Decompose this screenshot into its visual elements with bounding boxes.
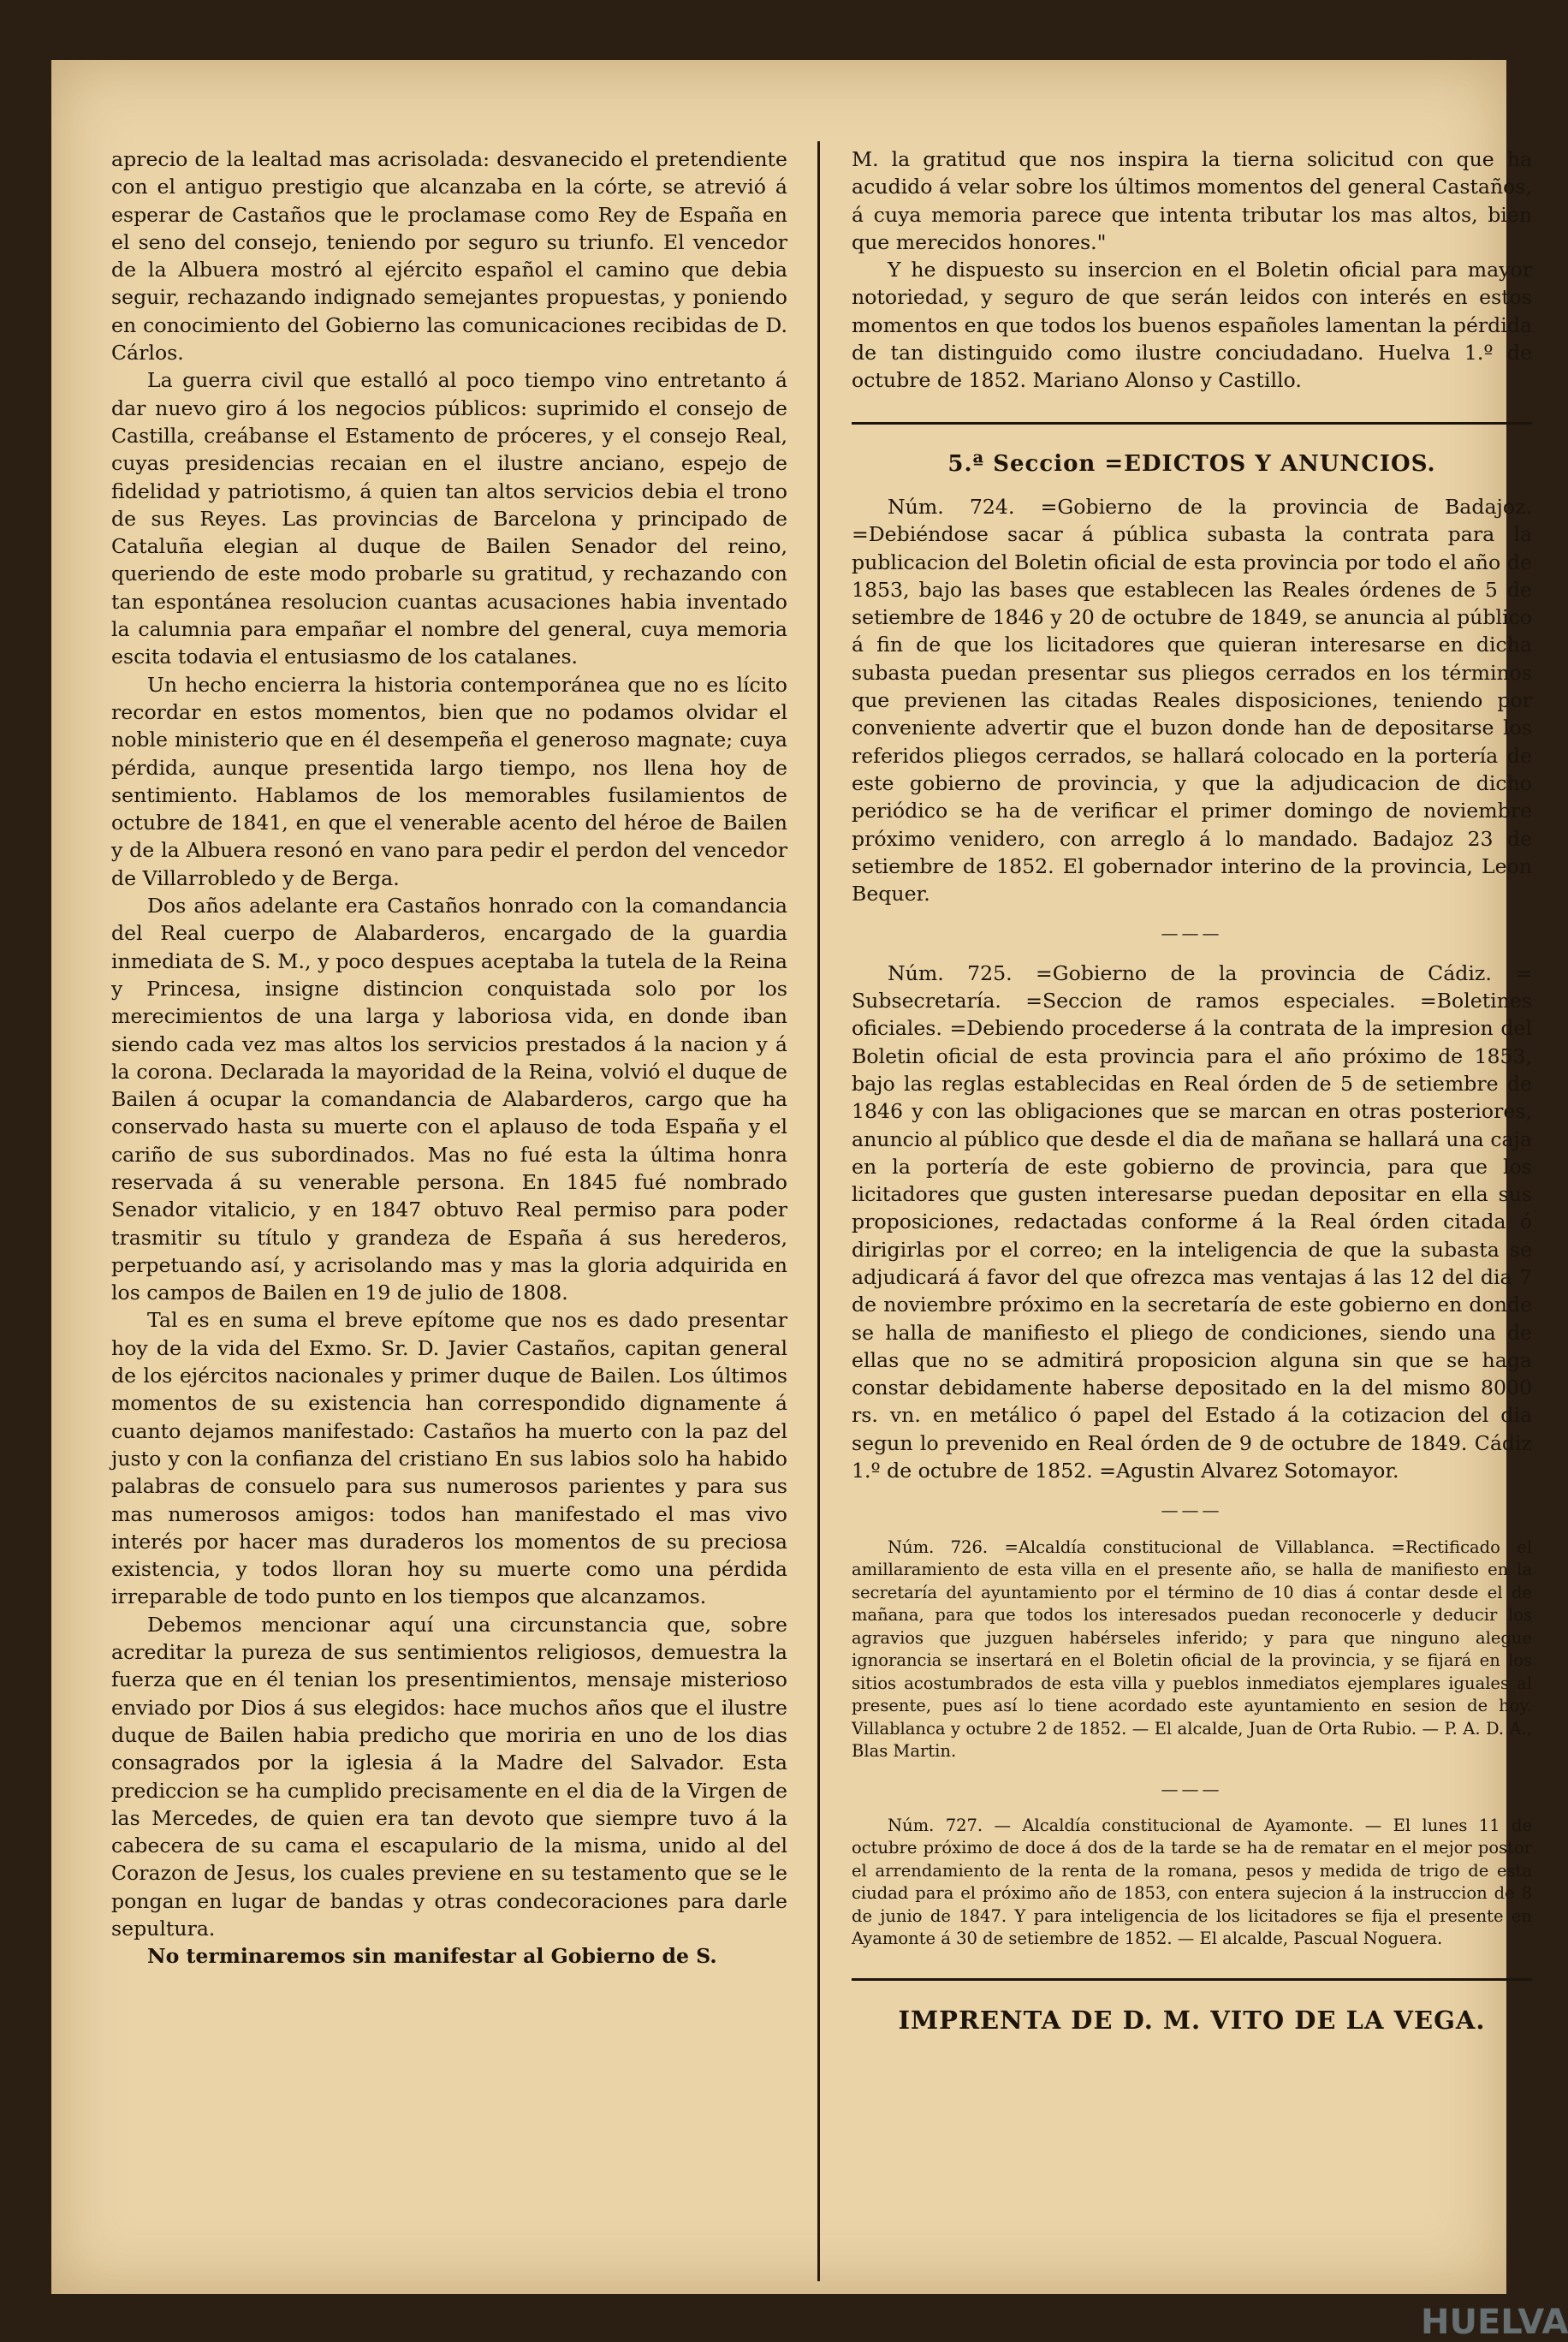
ornament-divider: ——— (1161, 923, 1223, 944)
right-intro-2: Y he dispuesto su insercion en el Boletin oficial para mayor notoriedad, y seguro de que serán leidos con interés en estos momentos en que todos los buenos españoles lamentan la pérdida de tan distinguido como ilustre conciudadano. Huelva 1.º de octubre de 1852. Mariano Alonso y Castillo. (852, 258, 1532, 393)
left-paragraph-2: La guerra civil que estalló al poco tiempo vino entretanto á dar nuevo giro á los negocios públicos: suprimido el consejo de Castilla, creábanse el Estamento de próceres, y el consejo Real, cuyas presidencias recaian en el ilustre anciano, espejo de fidelidad y patriotismo, á quien tan altos servicios debia el trono de sus Reyes. Las provincias de Barcelona y principado de Cataluña elegian al duque de Bailen Senador del reino, queriendo de este modo probarle su gratitud, y rechazando con tan espontánea resolucion cuantas acusaciones habia inventado la calumnia para empañar el nombre del general, cuya memoria escita todavia el entusiasmo de los catalanes. (111, 368, 787, 669)
right-column (852, 146, 1532, 2034)
notice-726: Núm. 726. =Alcaldía constitucional de Villablanca. =Rectificado el amillaramiento de esta villa en el presente año, se halla de manifiesto en la secretaría del ayuntamiento por el término de 10 dias á contar desde el de mañana, para que todos los interesados puedan reconocerle y deducir los agravios que juzguen habérseles inferido; y para que ninguno alegue ignorancia se insertará en el Boletin oficial de la provincia, y se fijará en los sitios acostumbrados de esta villa y pueblos inmediatos ejemplares iguales al presente, pues así lo tiene acordado este ayuntamiento en sesion de hoy. Villablanca y octubre 2 de 1852. — El alcalde, Juan de Orta Rubio. — P. A. D. A., Blas Martin. (852, 1537, 1532, 1762)
notice-727: Núm. 727. — Alcaldía constitucional de Ayamonte. — El lunes 11 de octubre próximo de doce á dos de la tarde se ha de rematar en el mejor postor el arrendamiento de la renta de la romana, pesos y medida de trigo de esta ciudad para el próximo año de 1853, con entera sujecion á la instruccion de 8 de junio de 1847. Y para inteligencia de los licitadores se fija el presente en Ayamonte á 30 de setiembre de 1852. — El alcalde, Pascual Noguera. (852, 1815, 1532, 1949)
left-paragraph-3: Un hecho encierra la historia contemporánea que no es lícito recordar en estos momentos, bien que no podamos olvidar el noble ministerio que en él desempeña el generoso magnate; cuya pérdida, aunque presentida largo tiempo, nos llena hoy de sentimiento. Hablamos de los memorables fusilamientos de octubre de 1841, en que el venerable acento del héroe de Bailen y de la Albuera resonó en vano para pedir el perdon del vencedor de Villarrobledo y de Berga. (111, 672, 787, 890)
ornament-divider: ——— (1161, 1778, 1223, 1799)
column-divider (817, 141, 820, 2281)
section-rule (852, 422, 1532, 425)
left-column (111, 146, 787, 1970)
notice-724: Núm. 724. =Gobierno de la provincia de Badajoz. =Debiéndose sacar á pública subasta la contrata para la publicacion del Boletin oficial de esta provincia por todo el año de 1853, bajo las bases que establecen las Reales órdenes de 5 de setiembre de 1846 y 20 de octubre de 1849, se anuncia al público á fin de que los licitadores que quieran interesarse en dicha subasta puedan presentar sus pliegos cerrados en los términos que previenen las citadas Reales disposiciones, teniendo por conveniente advertir que el buzon donde han de depositarse los referidos pliegos cerrados, se hallará colocado en la portería de este gobierno de provincia, y que la adjudicacion de dicho periódico se ha de verificar el primer domingo de noviembre próximo venidero, con arreglo á lo mandado. Badajoz 23 de setiembre de 1852. El gobernador interino de la provincia, Leon Bequer. (852, 494, 1532, 906)
archive-watermark: HUELVA (1421, 2303, 1568, 2342)
section-title: 5.ª Seccion =EDICTOS Y ANUNCIOS. (947, 450, 1436, 477)
left-paragraph-5: Tal es en suma el breve epítome que nos es dado presentar hoy de la vida del Exmo. Sr. D. Javier Castaños, capitan general de los ejércitos nacionales y primer duque de Bailen. Los últimos momentos de su existencia han correspondido dignamente á cuanto dejamos manifestado: Castaños ha muerto con la paz del justo y con la confianza del cristiano En sus labios solo ha habido palabras de consuelo para sus numerosos parientes y para sus mas numerosos amigos: todos han manifestado el mas vivo interés por hacer mas duraderos los momentos de su preciosa existencia, y todos lloran hoy su muerte como una pérdida irreparable de todo punto en los tiempos que alcanzamos. (111, 1308, 787, 1609)
newspaper-page (51, 60, 1568, 2342)
right-intro-1: M. la gratitud que nos inspira la tierna solicitud con que ha acudido á velar sobre los últimos momentos del general Castaños, á cuya memoria parece que intenta tributar los mas altos, bien que merecidos honores." (852, 147, 1532, 254)
imprint-rule (852, 1978, 1532, 1981)
printer-imprint: IMPRENTA DE D. M. VITO DE LA VEGA. (898, 2005, 1486, 2035)
left-paragraph-1: aprecio de la lealtad mas acrisolada: desvanecido el pretendiente con el antiguo prestigio que alcanzaba en la córte, se atrevió á esperar de Castaños que le proclamase como Rey de España en el seno del consejo, teniendo por seguro su triunfo. El vencedor de la Albuera mostró al ejército español el camino que debia seguir, rechazando indignado semejantes propuestas, y poniendo en conocimiento del Gobierno las comunicaciones recibidas de D. Cárlos. (111, 147, 787, 366)
left-paragraph-6: Debemos mencionar aquí una circunstancia que, sobre acreditar la pureza de sus sentimientos religiosos, demuestra la fuerza que en él tenian los presentimientos, mensaje misterioso enviado por Dios á sus elegidos: hace muchos años que el ilustre duque de Bailen habia predicho que moriria en uno de los dias consagrados por la iglesia á la Madre del Salvador. Esta prediccion se ha cumplido precisamente en el dia de la Virgen de las Mercedes, de quien era tan devoto que siempre tuvo á la cabecera de su cama el escapulario de la misma, unido al del Corazon de Jesus, los cuales previene en su testamento que se le pongan en lugar de bandas y otras condecoraciones para darle sepultura. (111, 1612, 787, 1941)
left-paragraph-7: No terminaremos sin manifestar al Gobierno de S. (147, 1944, 717, 1969)
notice-725: Núm. 725. =Gobierno de la provincia de Cádiz. = Subsecretaría. =Seccion de ramos especiales. =Boletines oficiales. =Debiendo procederse á la contrata de la impresion del Boletin oficial de esta provincia para el año próximo de 1853, bajo las reglas establecidas en Real órden de 5 de setiembre de 1846 y con las obligaciones que se marcan en otras posteriores, anuncio al público que desde el dia de mañana se hallará una caja en la portería de este gobierno de provincia, para que los licitadores que gusten interesarse puedan depositar en ella sus proposiciones, redactadas conforme á la Real órden citada ó dirigirlas por el correo; en la inteligencia de que la subasta se adjudicará á favor del que ofrezca mas ventajas á las 12 del dia 7 de noviembre próximo en la secretaría de este gobierno en donde se halla de manifiesto el pliego de condiciones, siendo una de ellas que no se admitirá proposicion alguna sin que se haga constar debidamente haberse depositado en la del mismo 8000 rs. vn. en metálico ó papel del Estado á la cotizacion del dia segun lo prevenido en Real órden de 9 de octubre de 1849. Cádiz 1.º de octubre de 1852. =Agustin Alvarez Sotomayor. (852, 960, 1532, 1483)
ornament-divider: ——— (1161, 1500, 1223, 1521)
left-paragraph-4: Dos años adelante era Castaños honrado con la comandancia del Real cuerpo de Alabarderos, encargado de la guardia inmediata de S. M., y poco despues aceptaba la tutela de la Reina y Princesa, insigne distincion conquistada solo por los merecimientos de una larga y laboriosa vida, en donde iban siendo cada vez mas altos los servicios prestados á la nacion y á la corona. Declarada la mayoridad de la Reina, volvió el duque de Bailen á ocupar la comandancia de Alabarderos, cargo que ha conservado hasta su muerte con el aplauso de toda España y el cariño de sus subordinados. Mas no fué esta la última honra reservada á su venerable persona. En 1845 fué nombrado Senador vitalicio, y en 1847 obtuvo Real permiso para poder trasmitir su título y grandeza de España á sus herederos, perpetuando así, y acrisolando mas y mas la gloria adquirida en los campos de Bailen en 19 de julio de 1808. (111, 894, 787, 1305)
